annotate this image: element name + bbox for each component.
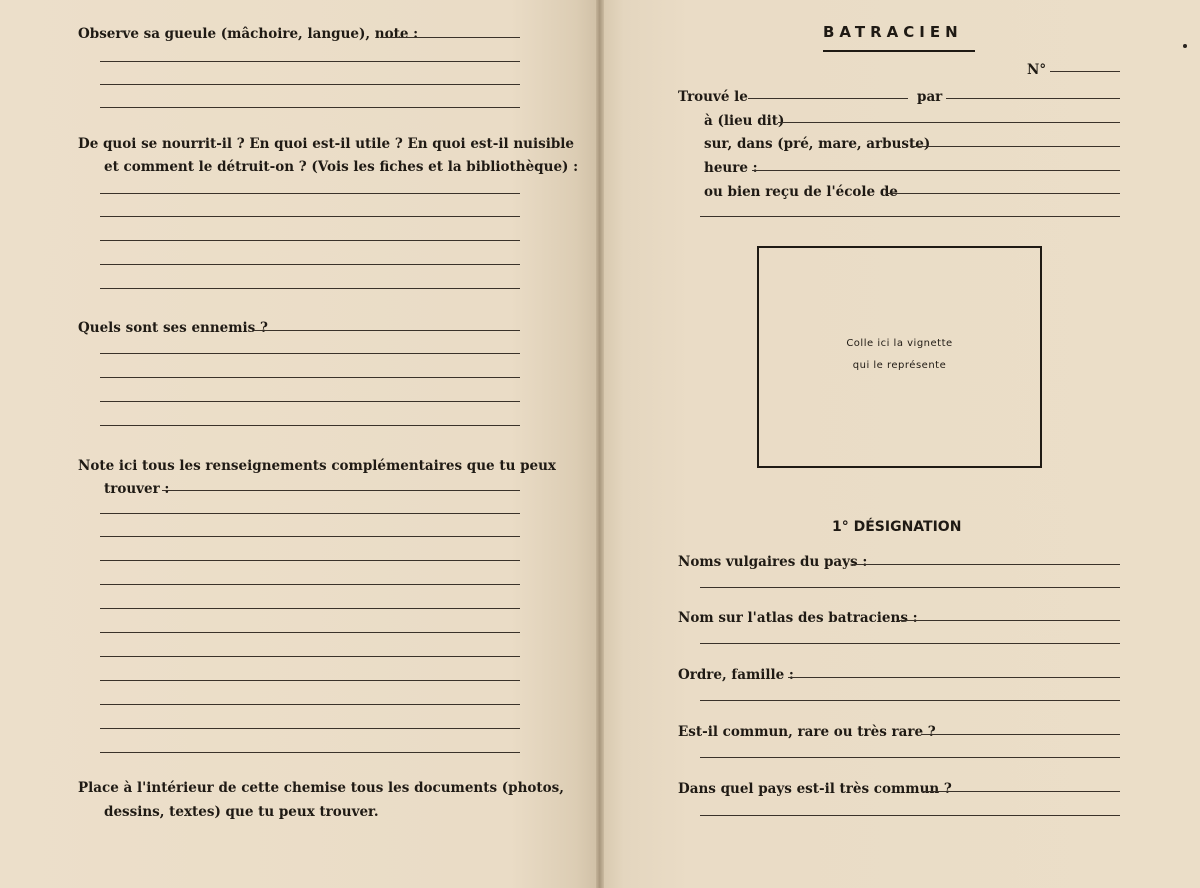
answer-line[interactable] xyxy=(100,536,520,537)
common-names-field[interactable] xyxy=(852,564,1120,565)
country-field[interactable] xyxy=(922,791,1120,792)
country-label: Dans quel pays est-il très commun ? xyxy=(678,781,952,797)
answer-line[interactable] xyxy=(100,216,520,217)
school-field-continued[interactable] xyxy=(700,216,1120,217)
page-title: BATRACIEN xyxy=(823,23,963,41)
answer-line[interactable] xyxy=(100,560,520,561)
received-label: ou bien reçu de l'école de xyxy=(704,184,898,200)
answer-line[interactable] xyxy=(100,608,520,609)
question-food: De quoi se nourrit-il ? En quoi est-il utile ? En quoi est-il nuisible xyxy=(78,136,574,152)
page-fold xyxy=(596,0,604,888)
answer-line[interactable] xyxy=(100,584,520,585)
instruction-documents-continued: dessins, textes) que tu peux trouver. xyxy=(104,804,379,820)
answer-line[interactable] xyxy=(100,752,520,753)
found-on-label: Trouvé le xyxy=(678,89,748,105)
question-mouth: Observe sa gueule (mâchoire, langue), note : xyxy=(78,26,419,42)
answer-line[interactable] xyxy=(100,288,520,289)
answer-line[interactable] xyxy=(100,377,520,378)
answer-line[interactable] xyxy=(100,61,520,62)
atlas-name-field[interactable] xyxy=(898,620,1120,621)
question-enemies: Quels sont ses ennemis ? xyxy=(78,320,268,336)
answer-line[interactable] xyxy=(100,193,520,194)
question-food-continued: et comment le détruit-on ? (Vois les fiches et la bibliothèque) : xyxy=(104,159,579,175)
instruction-documents: Place à l'intérieur de cette chemise tous les documents (photos, xyxy=(78,780,564,796)
habitat-label: sur, dans (pré, mare, arbuste) xyxy=(704,136,931,152)
atlas-name-field-continued[interactable] xyxy=(700,643,1120,644)
answer-line[interactable] xyxy=(100,264,520,265)
question-additional-info: Note ici tous les renseignements complémentaires que tu peux xyxy=(78,458,556,474)
answer-line[interactable] xyxy=(100,513,520,514)
vignette-box[interactable] xyxy=(757,246,1042,468)
ink-dot xyxy=(1183,44,1187,48)
answer-line[interactable] xyxy=(100,632,520,633)
common-names-label: Noms vulgaires du pays : xyxy=(678,554,868,570)
hour-label: heure : xyxy=(704,160,758,176)
answer-line[interactable] xyxy=(100,680,520,681)
hour-field[interactable] xyxy=(752,170,1120,171)
answer-line[interactable] xyxy=(100,84,520,85)
order-family-field-continued[interactable] xyxy=(700,700,1120,701)
answer-line[interactable] xyxy=(100,704,520,705)
rarity-label: Est-il commun, rare ou très rare ? xyxy=(678,724,936,740)
vignette-instruction: Colle ici la vignette xyxy=(846,338,953,349)
answer-line[interactable] xyxy=(100,107,520,108)
by-label: par xyxy=(917,89,943,105)
number-label: N° xyxy=(1027,62,1047,78)
answer-line[interactable] xyxy=(100,401,520,402)
place-field[interactable] xyxy=(778,122,1120,123)
number-field[interactable] xyxy=(1050,71,1120,72)
order-family-field[interactable] xyxy=(788,677,1120,678)
title-underline xyxy=(823,50,975,52)
found-by-field[interactable] xyxy=(946,98,1120,99)
answer-line[interactable] xyxy=(162,490,520,491)
answer-line[interactable] xyxy=(100,728,520,729)
rarity-field-continued[interactable] xyxy=(700,757,1120,758)
habitat-field[interactable] xyxy=(910,146,1120,147)
answer-line[interactable] xyxy=(254,330,520,331)
answer-line[interactable] xyxy=(100,240,520,241)
answer-line[interactable] xyxy=(100,656,520,657)
vignette-instruction-continued: qui le représente xyxy=(852,360,947,371)
question-additional-info-continued: trouver : xyxy=(104,481,170,497)
rarity-field[interactable] xyxy=(922,734,1120,735)
found-date-field[interactable] xyxy=(748,98,908,99)
country-field-continued[interactable] xyxy=(700,815,1120,816)
answer-line[interactable] xyxy=(100,353,520,354)
answer-line[interactable] xyxy=(381,37,520,38)
answer-line[interactable] xyxy=(100,425,520,426)
section-title: 1° DÉSIGNATION xyxy=(832,519,962,535)
order-family-label: Ordre, famille : xyxy=(678,667,794,683)
atlas-name-label: Nom sur l'atlas des batraciens : xyxy=(678,610,918,626)
school-field[interactable] xyxy=(886,193,1120,194)
common-names-field-continued[interactable] xyxy=(700,587,1120,588)
place-label: à (lieu dit) xyxy=(704,113,785,129)
